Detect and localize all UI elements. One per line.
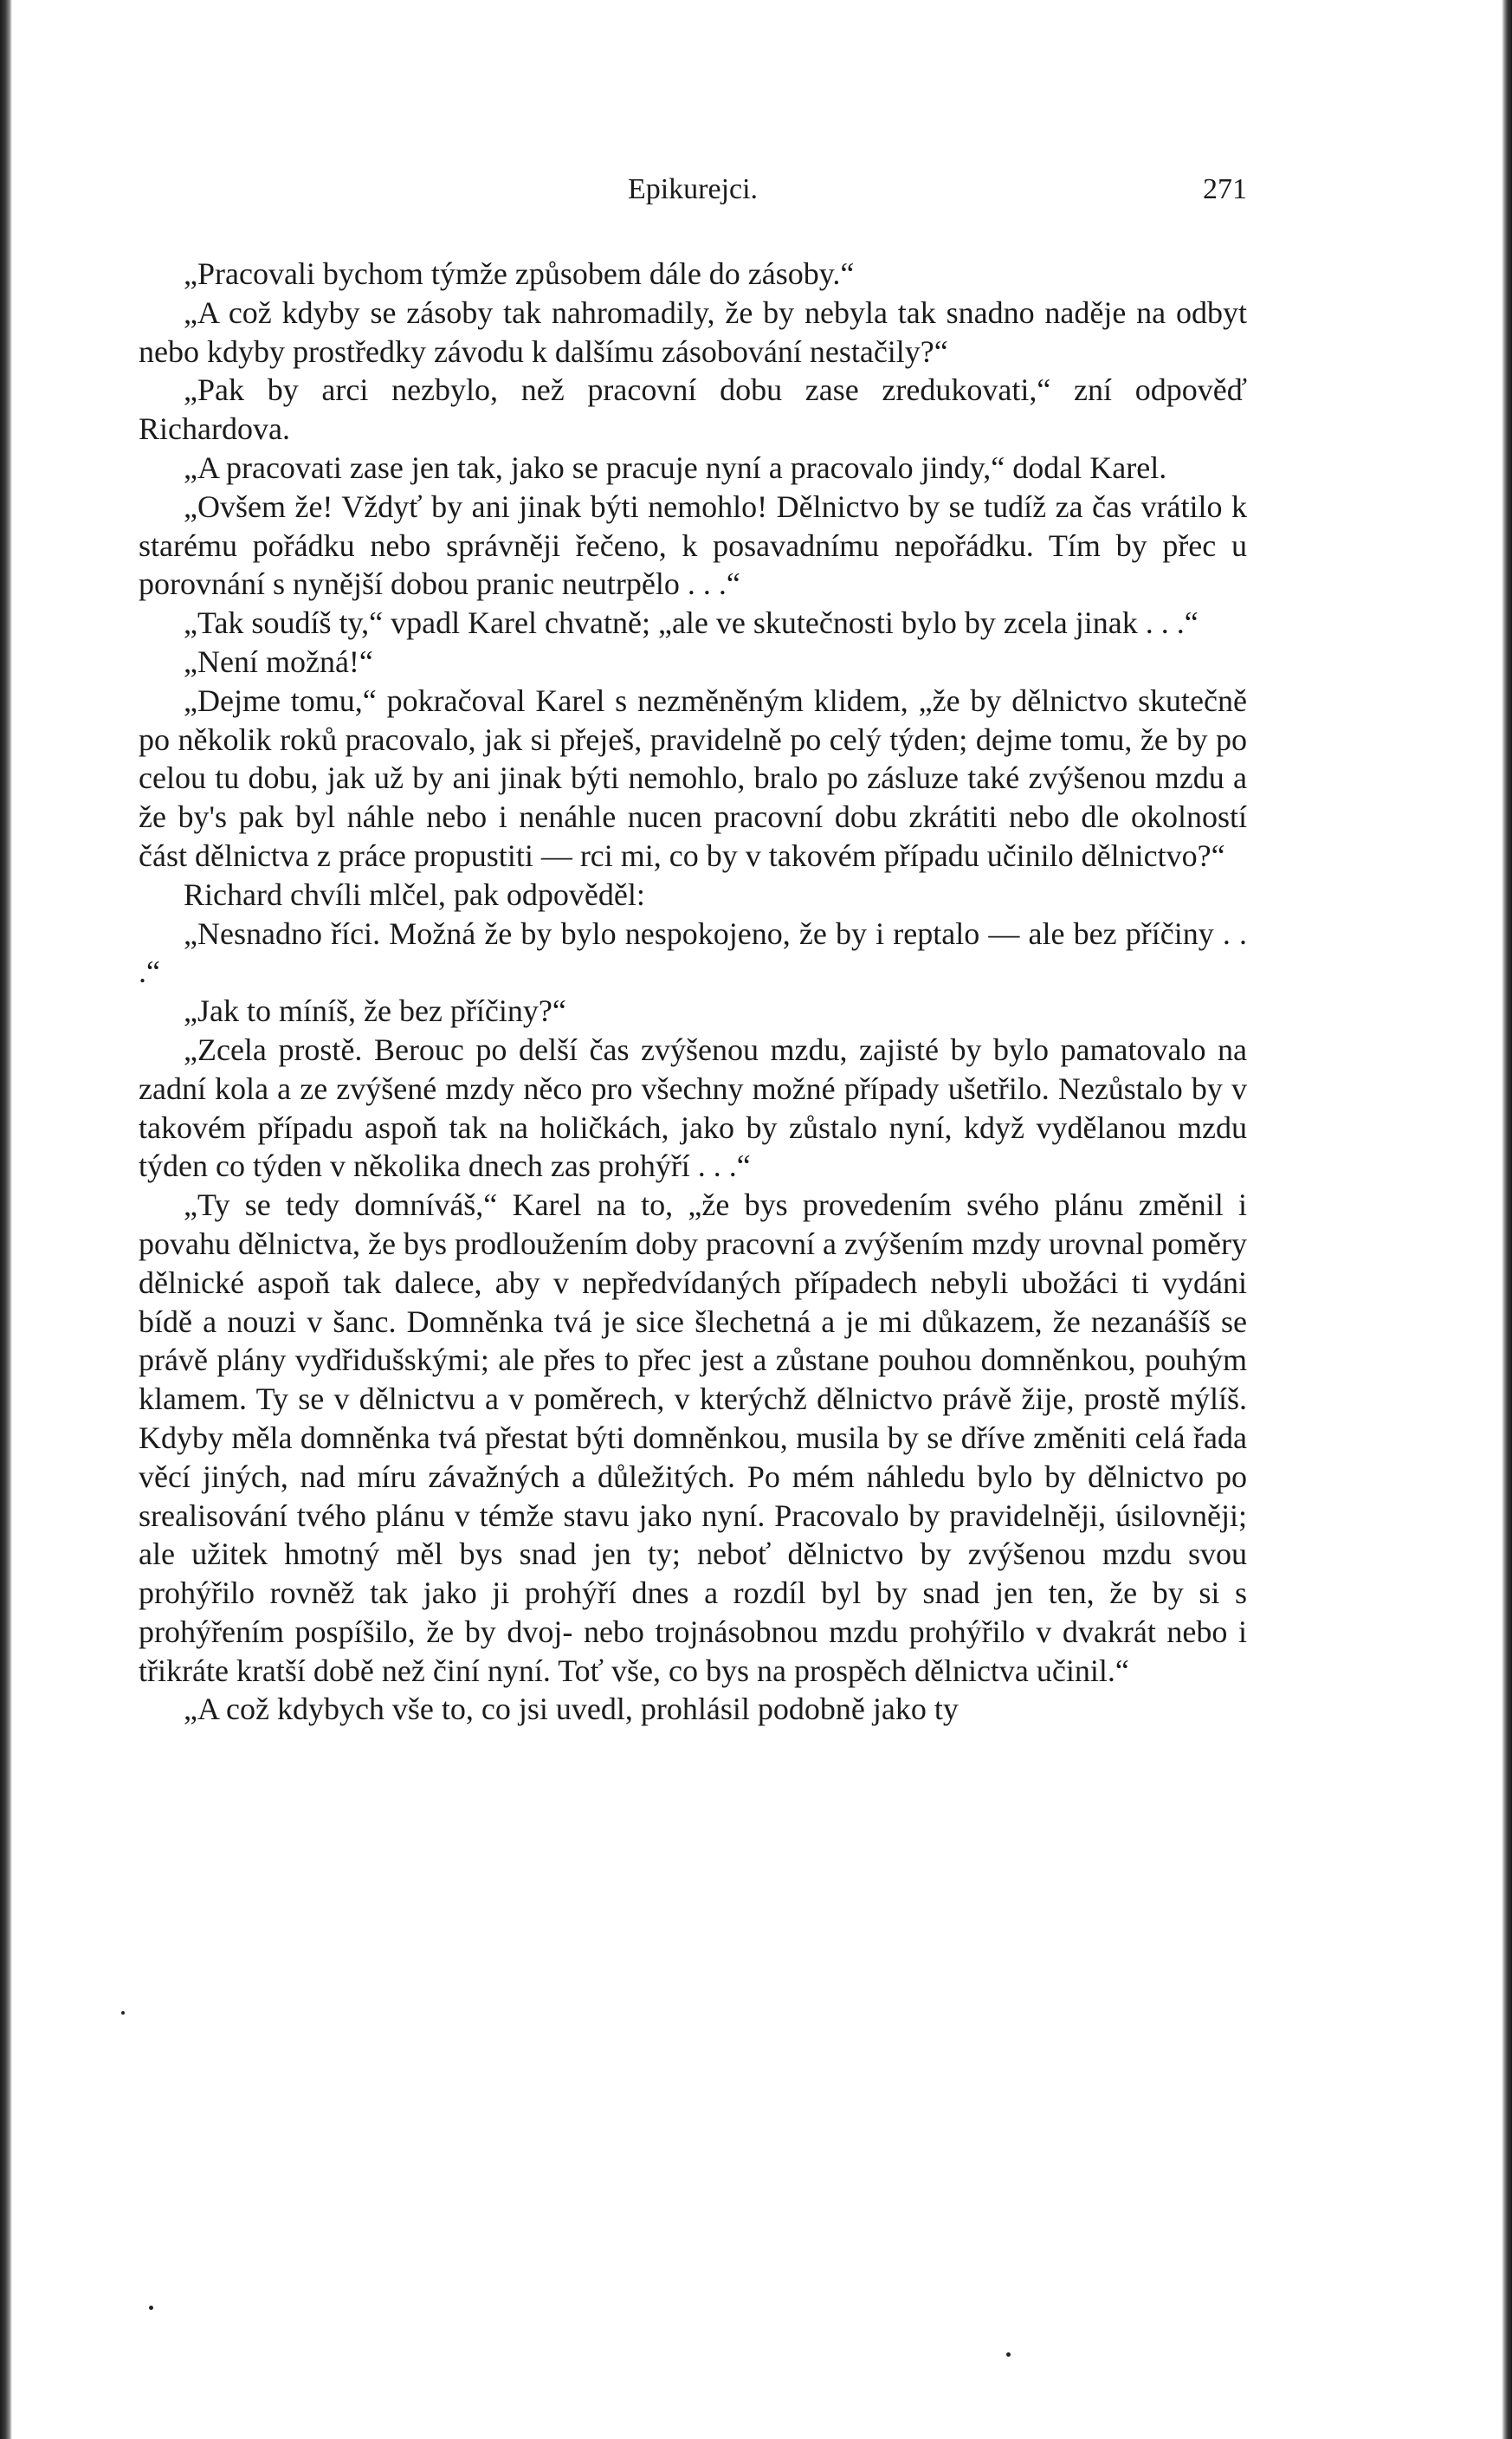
- paragraph: „Dejme tomu,“ pokračoval Karel s nezměněným klidem, „že by dělnictvo skutečně po několik roků pracovalo, jak si přeješ, pravidelně po celý týden; dejme tomu, že by po celou tu dobu, jak už by ani jinak býti nemohlo, bralo po zásluze také zvýšenou mzdu a že by's pak byl náhle nebo i nenáhle nucen pracovní dobu zkrátiti nebo dle okolností část dělnictva z práce propustiti — rci mi, co by v takovém případu učinilo dělnictvo?“: [139, 683, 1247, 873]
- paragraph: „Není možná!“: [184, 644, 373, 679]
- scan-speck: [121, 2011, 125, 2015]
- paragraph: „A pracovati zase jen tak, jako se pracuje nyní a pracovalo jindy,“ dodal Karel.: [184, 450, 1167, 485]
- paragraph: „Ty se tedy domníváš,“ Karel na to, „že bys provedením svého plánu změnil i povahu dělnictva, že bys prodloužením doby pracovní a zvýšením mzdy urovnal poměry dělnické aspoň tak dalece, aby v nepředvídaných případech nebyli ubožáci ti vydáni bídě a nouzi v šanc. Domněnka tvá je sice šlechetná a je mi důkazem, že nezanášíš se právě plány vydřidušskými; ale přes to přec jest a zůstane pouhou domněnkou, pouhým klamem. Ty se v dělnictvu a v poměrech, v kterýchž dělnictvo právě žije, prostě mýlíš. Kdyby měla domněnka tvá přestat býti domněnkou, musila by se dříve změniti celá řada věcí jiných, nad míru závažných a důležitých. Po mém náhledu bylo by dělnictvo po srealisování tvého plánu v témže stavu jako nyní. Pracovalo by pravidelněji, úsilovněji; ale užitek hmotný měl bys snad jen ty; neboť dělnictvo by zvýšenou mzdu svou prohýřilo rovněž tak jako ji prohýří dnes a rozdíl byl by snad jen ten, že by si s prohýřením pospíšilo, že by dvoj- nebo trojnásobnou mzdu prohýřilo v dvakrát nebo i třikráte kratší době než činí nyní. Toť vše, co bys na prospěch dělnictva učinil.“: [139, 1187, 1247, 1688]
- paragraph: „Nesnadno říci. Možná že by bylo nespokojeno, že by i reptalo — ale bez příčiny . . .“: [139, 915, 1247, 990]
- paragraph: „A což kdybych vše to, co jsi uvedl, prohlásil podobně jako ty: [184, 1692, 959, 1727]
- running-title: Epikurejci.: [627, 173, 759, 205]
- scan-edge-right: [1502, 0, 1512, 2439]
- paragraph: „Pak by arci nezbylo, než pracovní dobu zase zredukovati,“ zní odpověď Richardova.: [139, 372, 1247, 447]
- paragraph: „Ovšem že! Vždyť by ani jinak býti nemohlo! Dělnictvo by se tudíž za čas vrátilo k starému pořádku nebo správněji řečeno, k posavadnímu nepořádku. Tím by přec u porovnání s nynější dobou pranic neutrpělo . . .“: [139, 488, 1247, 602]
- paragraph: Richard chvíli mlčel, pak odpověděl:: [184, 877, 645, 912]
- scan-edge-left: [0, 0, 12, 2439]
- scan-speck: [1006, 2352, 1011, 2357]
- body-text: [139, 255, 1247, 1729]
- scan-speck: [149, 2306, 153, 2310]
- paragraph: „Jak to míníš, že bez příčiny?“: [184, 993, 566, 1029]
- page-number: 271: [1203, 173, 1247, 205]
- paragraph: „Tak soudíš ty,“ vpadl Karel chvatně; „ale ve skutečnosti bylo by zcela jinak . . .“: [184, 605, 1199, 641]
- paragraph: „Pracovali bychom týmže způsobem dále do zásoby.“: [184, 256, 855, 291]
- book-page: [139, 173, 1247, 1729]
- paragraph: „A což kdyby se zásoby tak nahromadily, že by nebyla tak snadno naděje na odbyt nebo kdyby prostředky závodu k dalšímu zásobování nestačily?“: [139, 294, 1247, 369]
- running-head: [139, 173, 1247, 225]
- paragraph: „Zcela prostě. Berouc po delší čas zvýšenou mzdu, zajisté by bylo pamatovalo na zadní kola a ze zvýšené mzdy něco pro všechny možné případy ušetřilo. Nezůstalo by v takovém případu aspoň tak na holičkách, jako by zůstalo nyní, když vydělanou mzdu týden co týden v několika dnech zas prohýří . . .“: [139, 1032, 1247, 1184]
